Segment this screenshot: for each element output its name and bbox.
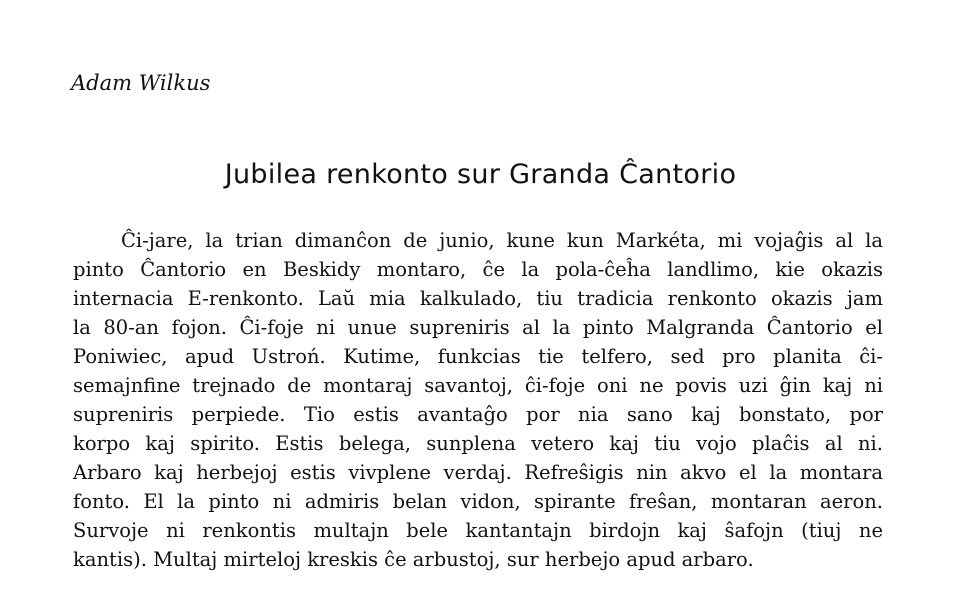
body-line: la 80-an fojon. Ĉi-foje ni unue supreniris al la pinto Malgranda Ĉantorio el bbox=[73, 316, 883, 339]
body-line: Poniwiec, apud Ustroń. Kutime, funkcias tie telfero, sed pro planita ĉi- bbox=[73, 345, 883, 368]
article-title: Jubilea renkonto sur Granda Ĉantorio bbox=[224, 159, 737, 190]
article-body bbox=[73, 226, 883, 574]
body-line: Arbaro kaj herbejoj estis vivplene verdaj. Refreŝigis nin akvo el la montara bbox=[73, 461, 883, 484]
body-line: supreniris perpiede. Tio estis avantaĝo por nia sano kaj bonstato, por bbox=[73, 403, 883, 426]
body-line: pinto Ĉantorio en Beskidy montaro, ĉe la pola-ĉeĥa landlimo, kie okazis bbox=[73, 258, 883, 281]
body-line: Ĉi-jare, la trian dimanĉon de junio, kune kun Markéta, mi vojaĝis al la bbox=[121, 229, 883, 252]
body-line: korpo kaj spirito. Estis belega, sunplena vetero kaj tiu vojo plaĉis al ni. bbox=[73, 432, 883, 455]
body-line: Survoje ni renkontis multajn bele kantantajn birdojn kaj ŝafojn (tiuj ne bbox=[73, 519, 883, 542]
author-name: Adam Wilkus bbox=[71, 71, 211, 95]
body-line: fonto. El la pinto ni admiris belan vidon, spirante freŝan, montaran aeron. bbox=[73, 490, 883, 513]
body-line: kantis). Multaj mirteloj kreskis ĉe arbustoj, sur herbejo apud arbaro. bbox=[73, 548, 754, 571]
body-line: internacia E-renkonto. Laŭ mia kalkulado, tiu tradicia renkonto okazis jam bbox=[73, 287, 883, 310]
body-line: semajnfine trejnado de montaraj savantoj, ĉi-foje oni ne povis uzi ĝin kaj ni bbox=[73, 374, 883, 397]
